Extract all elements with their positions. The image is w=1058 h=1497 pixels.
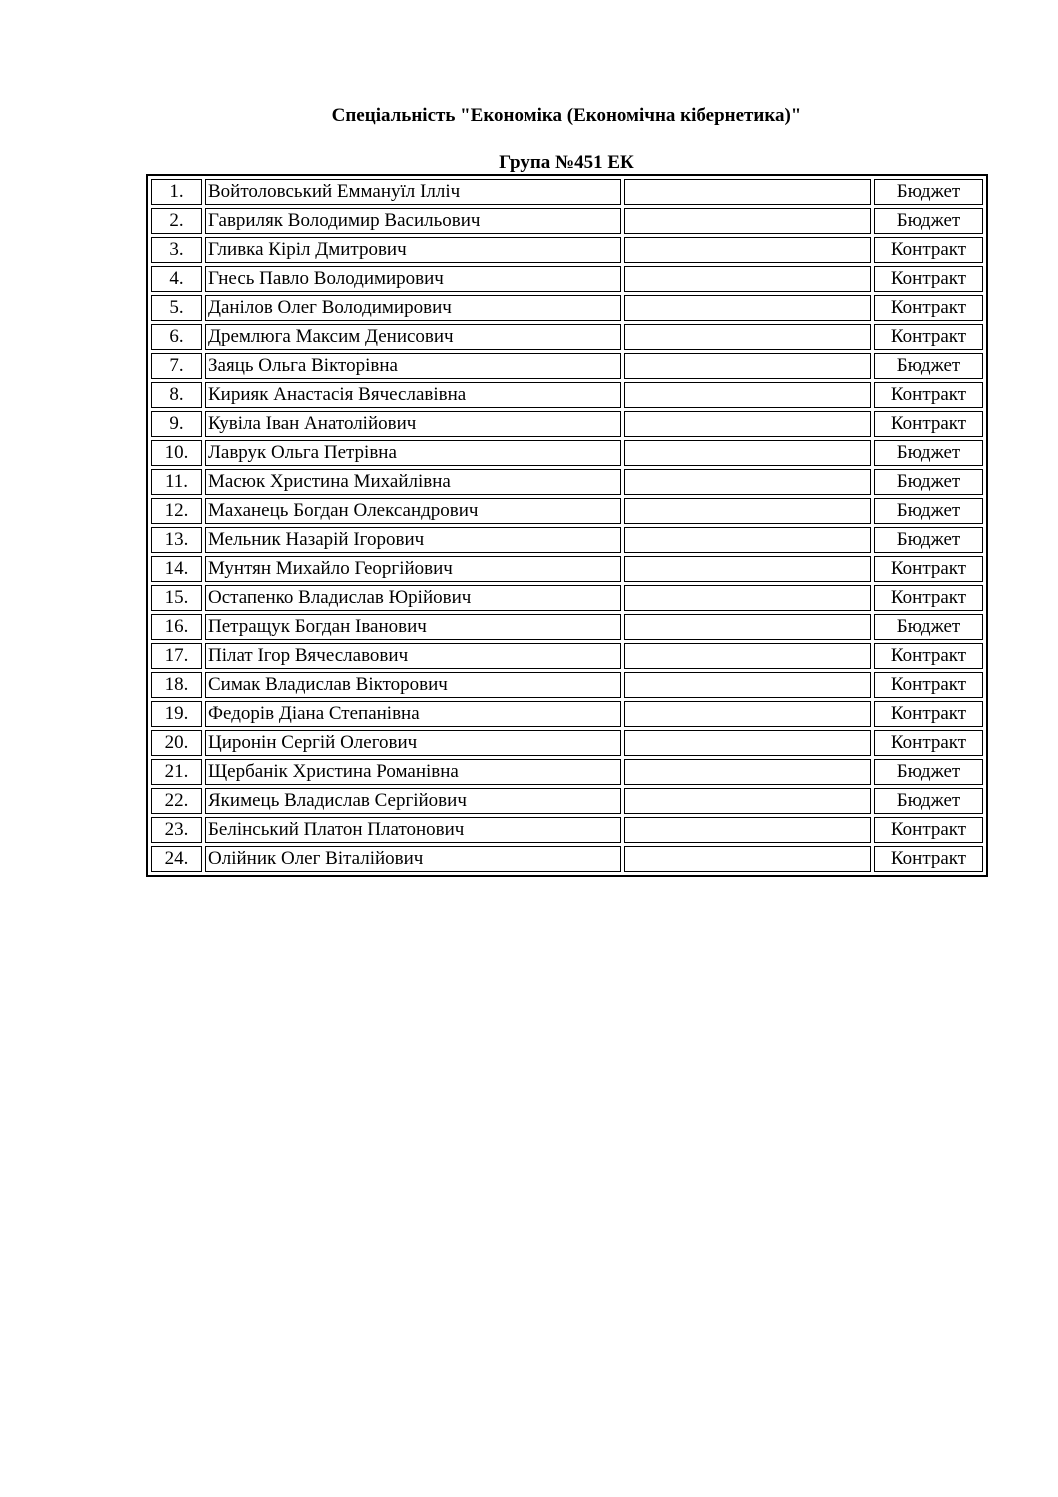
student-name-cell: Мельник Назарій Ігорович [205,527,621,553]
funding-status-cell: Контракт [874,585,983,611]
row-number-cell: 10. [151,440,202,466]
row-number-cell: 6. [151,324,202,350]
note-cell [624,817,871,843]
row-number-cell: 23. [151,817,202,843]
note-cell [624,353,871,379]
row-number-cell: 1. [151,179,202,205]
note-cell [624,382,871,408]
row-number-cell: 5. [151,295,202,321]
funding-status-cell: Контракт [874,846,983,872]
row-number-cell: 7. [151,353,202,379]
funding-status-cell: Контракт [874,237,983,263]
note-cell [624,208,871,234]
row-number-cell: 3. [151,237,202,263]
note-cell [624,701,871,727]
table-row [151,179,983,205]
table-row [151,788,983,814]
row-number-cell: 8. [151,382,202,408]
row-number-cell: 11. [151,469,202,495]
student-roster-table [146,174,988,877]
note-cell [624,556,871,582]
table-row [151,237,983,263]
student-name-cell: Якимець Владислав Сергійович [205,788,621,814]
table-row [151,324,983,350]
student-name-cell: Щербанік Христина Романівна [205,759,621,785]
table-row [151,440,983,466]
table-row [151,266,983,292]
note-cell [624,469,871,495]
row-number-cell: 12. [151,498,202,524]
note-cell [624,440,871,466]
table-row [151,382,983,408]
funding-status-cell: Бюджет [874,469,983,495]
funding-status-cell: Контракт [874,672,983,698]
student-name-cell: Остапенко Владислав Юрійович [205,585,621,611]
student-name-cell: Гливка Кіріл Дмитрович [205,237,621,263]
note-cell [624,266,871,292]
student-name-cell: Кувіла Іван Анатолійович [205,411,621,437]
student-name-cell: Мунтян Михайло Георгійович [205,556,621,582]
table-row [151,556,983,582]
funding-status-cell: Бюджет [874,759,983,785]
row-number-cell: 24. [151,846,202,872]
funding-status-cell: Бюджет [874,179,983,205]
table-row [151,411,983,437]
table-row [151,527,983,553]
row-number-cell: 13. [151,527,202,553]
page-title: Спеціальність "Економіка (Економічна кібернетика)" [331,105,802,126]
note-cell [624,846,871,872]
table-row [151,701,983,727]
funding-status-cell: Бюджет [874,498,983,524]
table-row [151,585,983,611]
student-name-cell: Дремлюга Максим Денисович [205,324,621,350]
note-cell [624,585,871,611]
row-number-cell: 9. [151,411,202,437]
student-name-cell: Петращук Богдан Іванович [205,614,621,640]
funding-status-cell: Контракт [874,295,983,321]
row-number-cell: 18. [151,672,202,698]
table-row [151,353,983,379]
table-row [151,295,983,321]
note-cell [624,324,871,350]
funding-status-cell: Бюджет [874,614,983,640]
table-row [151,730,983,756]
student-name-cell: Циронін Сергій Олегович [205,730,621,756]
student-name-cell: Пілат Ігор Вячеславович [205,643,621,669]
note-cell [624,179,871,205]
student-name-cell: Гнесь Павло Володимирович [205,266,621,292]
funding-status-cell: Контракт [874,643,983,669]
note-cell [624,498,871,524]
funding-status-cell: Контракт [874,382,983,408]
row-number-cell: 20. [151,730,202,756]
table-row [151,846,983,872]
note-cell [624,759,871,785]
funding-status-cell: Контракт [874,701,983,727]
funding-status-cell: Бюджет [874,208,983,234]
student-name-cell: Масюк Христина Михайлівна [205,469,621,495]
funding-status-cell: Контракт [874,266,983,292]
table-row [151,614,983,640]
table-row [151,498,983,524]
funding-status-cell: Контракт [874,556,983,582]
student-name-cell: Войтоловський Еммануїл Ілліч [205,179,621,205]
funding-status-cell: Бюджет [874,440,983,466]
student-name-cell: Лаврук Ольга Петрівна [205,440,621,466]
funding-status-cell: Контракт [874,411,983,437]
student-name-cell: Олійник Олег Віталійович [205,846,621,872]
student-name-cell: Заяць Ольга Вікторівна [205,353,621,379]
group-title: Група №451 ЕК [499,152,634,173]
note-cell [624,295,871,321]
table-row [151,643,983,669]
student-name-cell: Гавриляк Володимир Васильович [205,208,621,234]
note-cell [624,788,871,814]
funding-status-cell: Контракт [874,817,983,843]
row-number-cell: 21. [151,759,202,785]
row-number-cell: 17. [151,643,202,669]
student-name-cell: Симак Владислав Вікторович [205,672,621,698]
roster-body [151,179,983,872]
funding-status-cell: Бюджет [874,353,983,379]
row-number-cell: 19. [151,701,202,727]
note-cell [624,527,871,553]
student-name-cell: Кирияк Анастасія Вячеславівна [205,382,621,408]
note-cell [624,411,871,437]
table-row [151,672,983,698]
funding-status-cell: Контракт [874,730,983,756]
table-row [151,817,983,843]
note-cell [624,730,871,756]
student-name-cell: Федорів Діана Степанівна [205,701,621,727]
row-number-cell: 16. [151,614,202,640]
student-name-cell: Белінський Платон Платонович [205,817,621,843]
funding-status-cell: Контракт [874,324,983,350]
table-row [151,469,983,495]
row-number-cell: 4. [151,266,202,292]
table-row [151,208,983,234]
row-number-cell: 14. [151,556,202,582]
row-number-cell: 22. [151,788,202,814]
student-name-cell: Данілов Олег Володимирович [205,295,621,321]
table-row [151,759,983,785]
funding-status-cell: Бюджет [874,788,983,814]
row-number-cell: 15. [151,585,202,611]
row-number-cell: 2. [151,208,202,234]
note-cell [624,643,871,669]
note-cell [624,237,871,263]
note-cell [624,672,871,698]
student-name-cell: Маханець Богдан Олександрович [205,498,621,524]
funding-status-cell: Бюджет [874,527,983,553]
note-cell [624,614,871,640]
